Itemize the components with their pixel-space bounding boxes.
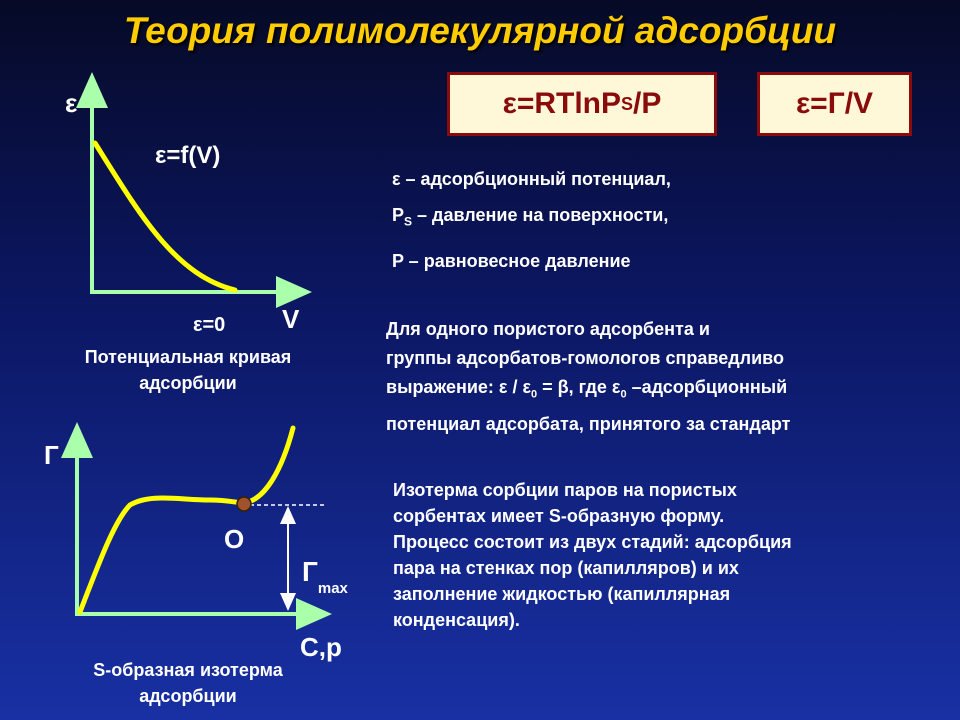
paragraph1-line1: Для одного пористого адсорбента и bbox=[386, 319, 710, 339]
graph1-curve-label: ε=f(V) bbox=[155, 142, 221, 169]
graph1-caption-line2: адсорбции bbox=[139, 373, 237, 393]
paragraph-homologs bbox=[386, 315, 946, 439]
paragraph1-line4: потенциал адсорбата, принятого за стандарт bbox=[386, 413, 791, 434]
graph2-x-label: С,р bbox=[300, 632, 342, 662]
paragraph1-line3-sub1: 0 bbox=[531, 388, 538, 401]
paragraph1-line3-b: = β, где ε bbox=[537, 377, 621, 397]
graph1-caption-line1: Потенциальная кривая bbox=[84, 347, 292, 367]
formula-main-post: /P bbox=[633, 87, 662, 120]
graph1-zero-label: ε=0 bbox=[193, 314, 226, 336]
graph2-gamma-symbol: Г bbox=[302, 556, 318, 587]
graph2-caption-line2: адсорбции bbox=[139, 686, 237, 706]
graph2-gamma-max-label bbox=[302, 556, 348, 597]
graph2-y-label: Г bbox=[44, 440, 59, 470]
graph2-point-label: O bbox=[224, 524, 245, 554]
paragraph2-line: заполнение жидкостью (капиллярная bbox=[393, 584, 731, 604]
graph2-gamma-sub: max bbox=[317, 580, 348, 597]
graph2-point-o bbox=[237, 497, 251, 511]
paragraph1-line3-a: выражение: ε / ε bbox=[386, 377, 532, 397]
graph2-caption-line1: S-образная изотерма bbox=[93, 660, 283, 680]
graph1-x-label: V bbox=[282, 304, 300, 334]
paragraph1-line3 bbox=[386, 373, 946, 410]
paragraph2-line: Процесс состоит из двух стадий: адсорбция bbox=[393, 532, 792, 552]
paragraph2-line: Изотерма сорбции паров на пористых bbox=[393, 480, 737, 500]
formula-ratio: ε=Г/V bbox=[795, 87, 874, 120]
definition-ps-text: – давление на поверхности, bbox=[412, 205, 669, 225]
paragraph2-line: пара на стенках пор (капилляров) и их bbox=[393, 558, 739, 578]
graph1-caption bbox=[28, 344, 348, 396]
paragraph2-line: сорбентах имеет S-образную форму. bbox=[393, 506, 725, 526]
paragraph1-line3-sub2: 0 bbox=[620, 388, 627, 401]
paragraph-isotherm bbox=[393, 477, 953, 633]
slide-title: Теория полимолекулярной адсорбции bbox=[123, 10, 837, 51]
graph2-caption bbox=[28, 657, 348, 709]
graph1-y-label: ε bbox=[65, 88, 78, 118]
paragraph2-line: конденсация). bbox=[393, 610, 520, 630]
paragraph1-line3-c: –адсорбционный bbox=[626, 377, 788, 397]
definition-epsilon: ε – адсорбционный потенциал, bbox=[392, 169, 671, 189]
graph2-s-isotherm bbox=[80, 428, 293, 612]
formula-main-pre: ε=RTlnP bbox=[502, 87, 622, 120]
definition-ps-sub: S bbox=[404, 214, 413, 229]
paragraph1-line2: группы адсорбатов-гомологов справедливо bbox=[386, 348, 784, 368]
formula-main-sub: S bbox=[621, 93, 634, 114]
definition-ps-symbol: P bbox=[392, 205, 405, 225]
definition-p: P – равновесное давление bbox=[392, 251, 631, 271]
